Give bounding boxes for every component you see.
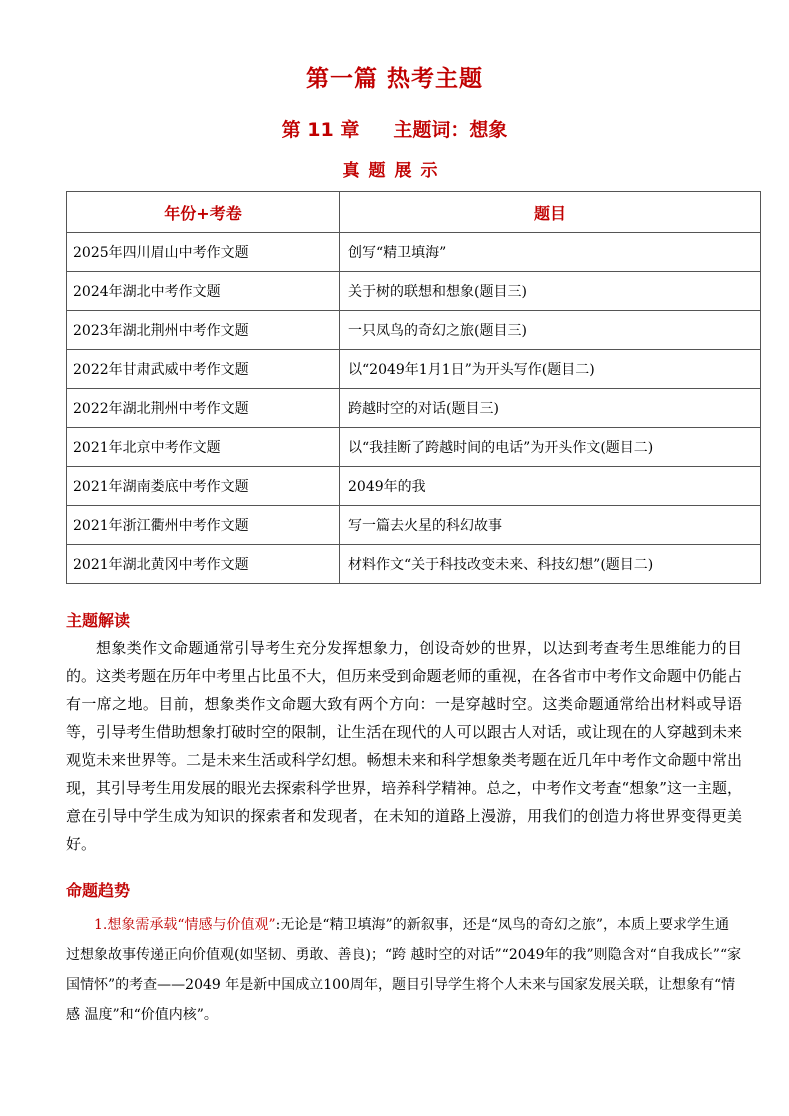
table-cell-topic: 创写“精卫填海”	[340, 233, 761, 272]
table-cell-year: 2023年湖北荆州中考作文题	[67, 311, 340, 350]
table-cell-year: 2021年北京中考作文题	[67, 428, 340, 467]
table-cell-year: 2025年四川眉山中考作文题	[67, 233, 340, 272]
table-cell-topic: 写一篇去火星的科幻故事	[340, 506, 761, 545]
table-cell-topic: 跨越时空的对话(题目三)	[340, 389, 761, 428]
section-subtitle: 真题展示	[342, 161, 447, 181]
table-cell-year: 2021年湖南娄底中考作文题	[67, 467, 340, 506]
table-row	[67, 545, 761, 584]
table-cell-topic: 以“我挂断了跨越时间的电话”为开头作文(题目二)	[340, 428, 761, 467]
interpretation-heading: 主题解读	[66, 611, 131, 630]
trend-item-title: 1.想象需承载“情感与价值观”	[94, 917, 276, 933]
table-row	[67, 428, 761, 467]
table-cell-topic: 关于树的联想和想象(题目三)	[340, 272, 761, 311]
chapter-title	[0, 115, 789, 142]
table-cell-year: 2022年湖北荆州中考作文题	[67, 389, 340, 428]
table-cell-year: 2024年湖北中考作文题	[67, 272, 340, 311]
table-row	[67, 350, 761, 389]
page-title: 第一篇 热考主题	[305, 66, 483, 92]
table-cell-topic: 以“2049年1月1日”为开头写作(题目二)	[340, 350, 761, 389]
chapter-theme: 主题词：想象	[393, 119, 508, 141]
table-header-row	[67, 192, 761, 233]
table-row	[67, 506, 761, 545]
table-cell-year: 2022年甘肃武威中考作文题	[67, 350, 340, 389]
table-row	[67, 233, 761, 272]
table-cell-topic: 一只凤鸟的奇幻之旅(题目三)	[340, 311, 761, 350]
chapter-number: 第 11 章	[281, 119, 360, 141]
table-row	[67, 272, 761, 311]
table-row	[67, 389, 761, 428]
trend-item-text: :无论是“精卫填海”的新叙事，还是“凤鸟的奇幻之旅”，本质上要求学生通过想象故事传递正向价值观(如坚韧、勇敢、善良)；“跨 越时空的对话”“2049年的我”则隐含对“自我成长”“家国情怀”的考查——2049 年是新中国成立100周年，题目引导学生将个人未来与国家发展关联，让想象有“情感 温度”和“价值内核”。	[66, 917, 742, 1023]
column-header-year: 年份+考卷	[67, 192, 340, 233]
table-row	[67, 311, 761, 350]
column-header-topic: 题目	[340, 192, 761, 233]
table-cell-topic: 材料作文“关于科技改变未来、科技幻想”(题目二)	[340, 545, 761, 584]
table-row	[67, 467, 761, 506]
trend-paragraph	[66, 910, 742, 1030]
exam-topics-table	[66, 191, 761, 584]
table-cell-year: 2021年湖北黄冈中考作文题	[67, 545, 340, 584]
trend-heading: 命题趋势	[66, 881, 131, 900]
table-cell-topic: 2049年的我	[340, 467, 761, 506]
table-cell-year: 2021年浙江衢州中考作文题	[67, 506, 340, 545]
interpretation-paragraph: 想象类作文命题通常引导考生充分发挥想象力，创设奇妙的世界，以达到考查考生思维能力的目的。这类考题在历年中考里占比虽不大，但历来受到命题老师的重视，在各省市中考作文命题中仍能占有一席之地。目前，想象类作文命题大致有两个方向：一是穿越时空。这类命题通常给出材料或导语等，引导考生借助想象打破时空的限制，让生活在现代的人可以跟古人对话，或让现在的人穿越到未来观览未来世界等。二是未来生活或科学幻想。畅想未来和科学想象类考题在近几年中考作文命题中常出现，其引导考生用发展的眼光去探索科学世界，培养科学精神。总之，中考作文考查“想象”这一主题，意在引导中学生成为知识的探索者和发现者，在未知的道路上漫游，用我们的创造力将世界变得更美好。	[66, 639, 742, 853]
